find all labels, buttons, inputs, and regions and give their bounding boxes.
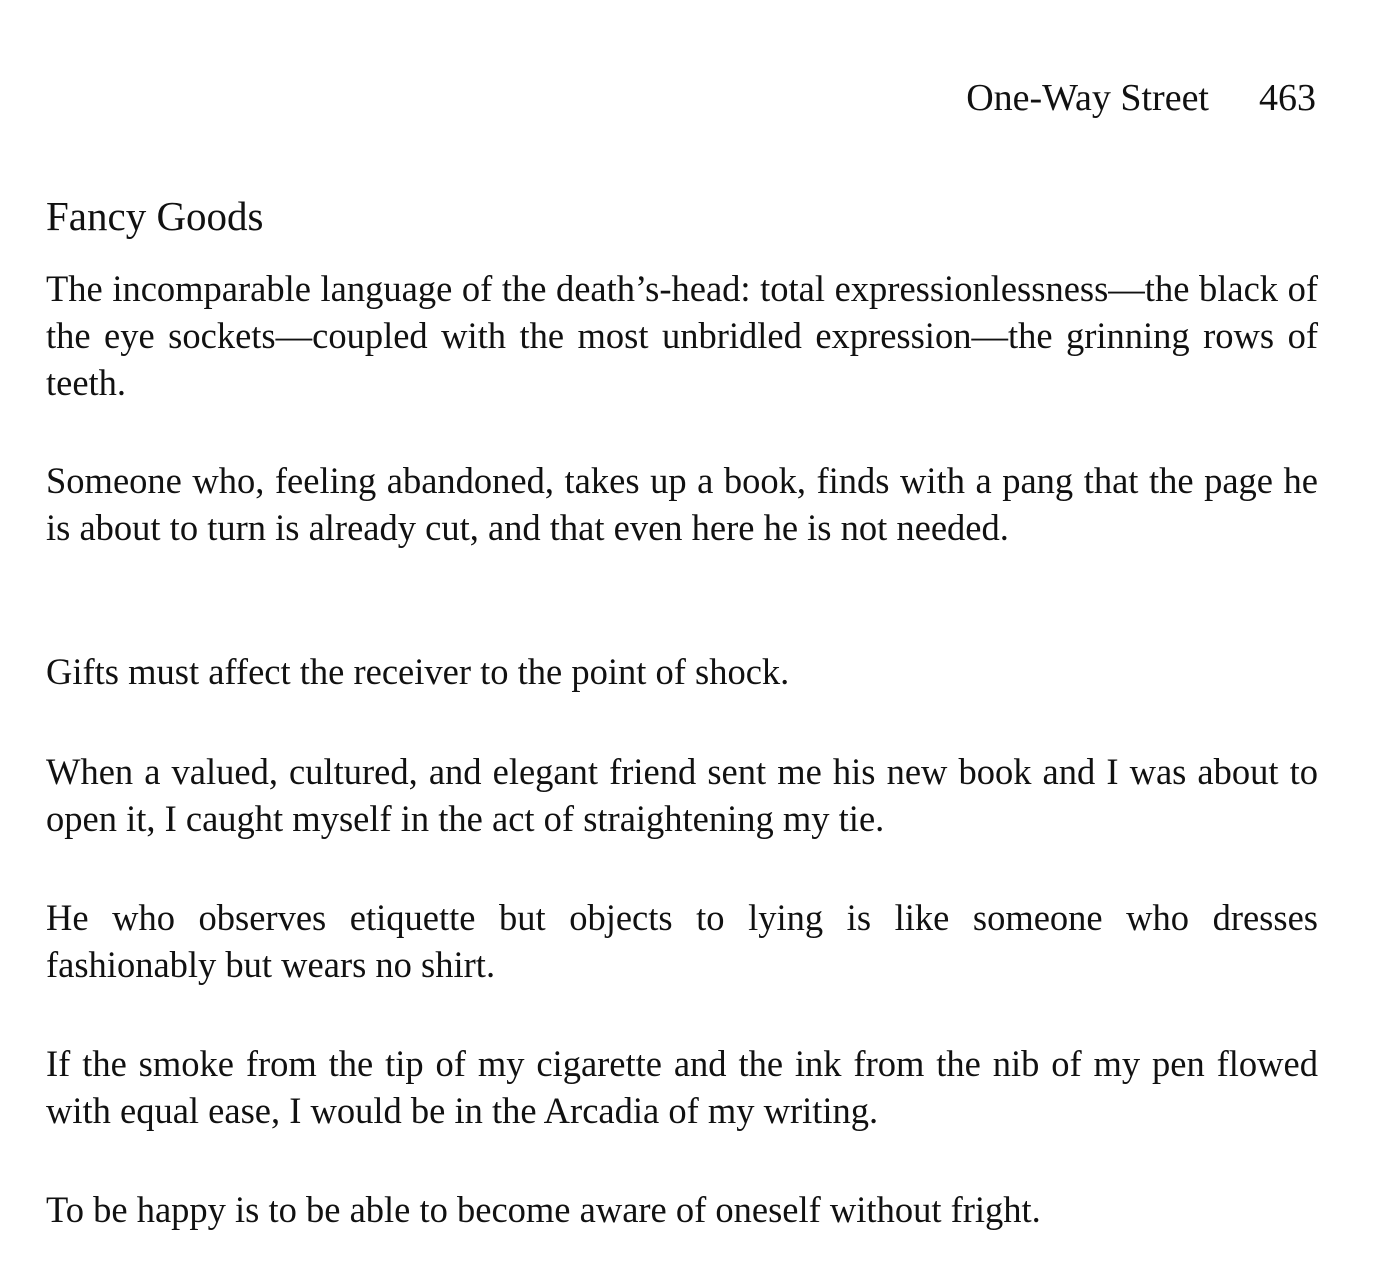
paragraph-cigarette-ink: If the smoke from the tip of my cigarette and the ink from the nib of my pen flowed with equal ease, I would be in the Arcadia of my writing. bbox=[46, 1043, 1318, 1131]
paragraph-happiness: To be happy is to be able to become aware of oneself without fright. bbox=[46, 1189, 1041, 1230]
paragraph-gifts: Gifts must affect the receiver to the point of shock. bbox=[46, 651, 790, 692]
running-head bbox=[966, 74, 1316, 122]
paragraph-abandoned-book: Someone who, feeling abandoned, takes up a book, finds with a pang that the page he is about to turn is already cut, and that even here he is not needed. bbox=[46, 460, 1318, 548]
paragraph-death-head: The incomparable language of the death’s-head: total expressionlessness—the black of the eye sockets—coupled with the most unbridled expression—the grinning rows of teeth. bbox=[46, 268, 1318, 403]
running-title: One-Way Street bbox=[966, 77, 1209, 119]
page-number: 463 bbox=[1259, 77, 1316, 119]
paragraph-elegant-friend: When a valued, cultured, and elegant friend sent me his new book and I was about to open it, I caught myself in the act of straightening my tie. bbox=[46, 751, 1318, 839]
section-title: Fancy Goods bbox=[46, 193, 264, 239]
paragraph-etiquette: He who observes etiquette but objects to lying is like someone who dresses fashionably but wears no shirt. bbox=[46, 897, 1318, 985]
